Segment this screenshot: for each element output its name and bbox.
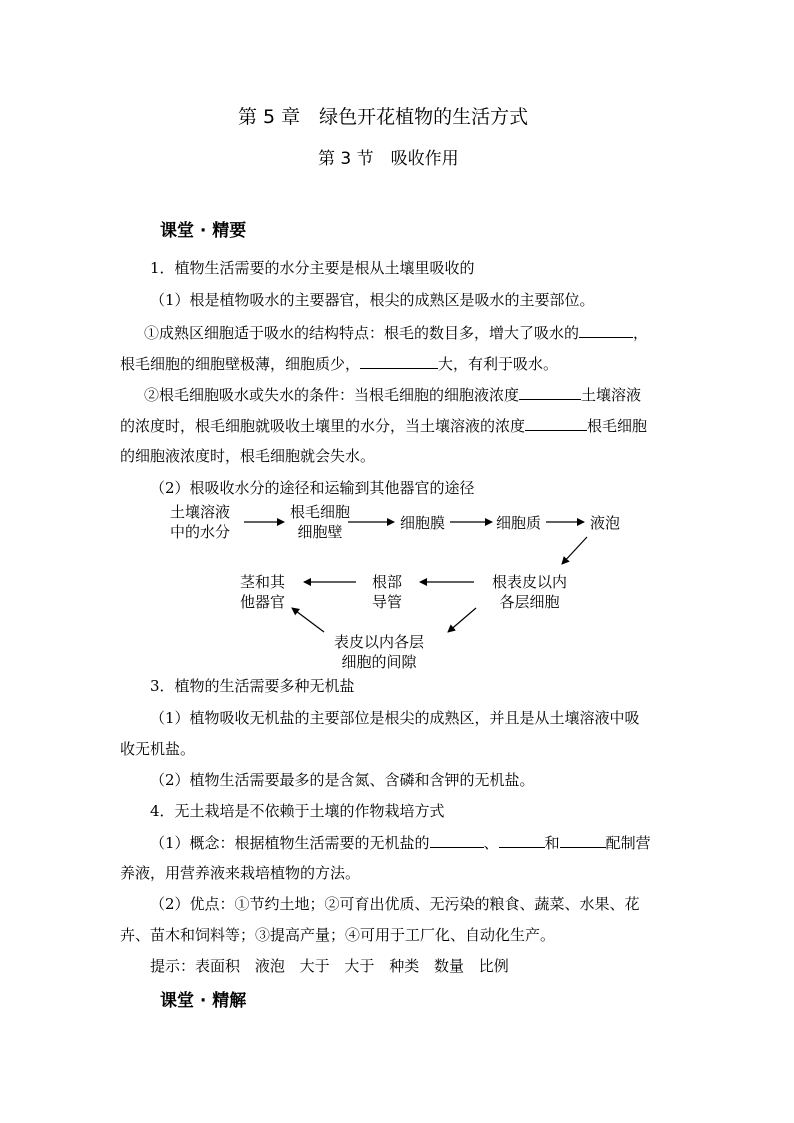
text: （1）概念：根据植物生活需要的无机盐的	[150, 834, 430, 852]
point-3-1-line2: 收无机盐。	[120, 740, 196, 758]
line: 茎和其	[240, 573, 286, 591]
text: ②根毛细胞吸水或失水的条件：当根毛细胞的细胞液浓度	[144, 386, 520, 404]
flow-node-root-vessel	[372, 572, 402, 612]
point-4-1-line2: 养液，用营养液来栽培植物的方法。	[120, 864, 361, 882]
hint-answer: 数量	[434, 957, 465, 975]
line: 根毛细胞	[290, 503, 351, 521]
line: 细胞壁	[297, 523, 343, 541]
point-1: 1．植物生活需要的水分主要是根从土壤里吸收的	[150, 259, 475, 277]
flow-node-soil-water	[170, 502, 230, 542]
flow-node-inner-cells	[492, 572, 567, 612]
point-3-1-line1: （1）植物吸收无机盐的主要部位是根尖的成熟区，并且是从土壤溶液中吸	[150, 709, 640, 727]
line: 根部	[372, 573, 403, 591]
hint-label: 提示：	[150, 957, 196, 975]
flow-node-root-hair-wall	[290, 502, 350, 542]
point-1-2: （2）根吸收水分的途径和运输到其他器官的途径	[150, 479, 475, 497]
flow-node-vacuole: 液泡	[590, 514, 621, 532]
text: ①成熟区细胞适于吸水的结构特点：根毛的数目多，增大了吸水的	[144, 324, 580, 342]
text: 根毛细胞的细胞壁极薄，细胞质少，	[120, 355, 361, 373]
text: 的浓度时，根毛细胞就吸收土壤里的水分，当土壤溶液的浓度	[120, 417, 526, 435]
flow-node-cell-membrane: 细胞膜	[400, 514, 446, 532]
blank-6	[499, 832, 545, 848]
line: 根表皮以内	[492, 573, 568, 591]
point-3: 3．植物的生活需要多种无机盐	[150, 677, 355, 695]
point-4-2-line2: 卉、苗木和饲料等；③提高产量；④可用于工厂化、自动化生产。	[120, 926, 556, 944]
text: 大，有利于吸水。	[438, 355, 559, 373]
section-title: 第 3 节 吸收作用	[318, 149, 459, 169]
flow-node-stem-organs	[240, 572, 285, 612]
text: 和	[544, 834, 560, 852]
section-heading-essentials: 课堂 · 精要	[160, 221, 247, 241]
hint-answer: 种类	[389, 957, 420, 975]
point-1-1: （1）根是植物吸水的主要器官，根尖的成熟区是吸水的主要部位。	[150, 291, 595, 309]
blank-7	[560, 832, 606, 848]
flow-node-intercellular-space	[334, 632, 424, 672]
section-heading-explanation: 课堂 · 精解	[160, 991, 247, 1011]
hint-answer: 大于	[344, 957, 375, 975]
flow-node-cytoplasm: 细胞质	[496, 514, 542, 532]
line: 细胞的间隙	[341, 653, 417, 671]
line: 中的水分	[170, 523, 231, 541]
point-3-2: （2）植物生活需要最多的是含氮、含磷和含钾的无机盐。	[150, 771, 535, 789]
blank-5	[430, 832, 484, 848]
line: 土壤溶液	[170, 503, 231, 521]
line: 各层细胞	[499, 593, 560, 611]
hint-answer: 大于	[299, 957, 330, 975]
text: 、	[483, 834, 499, 852]
line: 导管	[372, 593, 403, 611]
hint-answer: 液泡	[254, 957, 285, 975]
chapter-title: 第 5 章 绿色开花植物的生活方式	[238, 106, 529, 128]
text: 根毛细胞	[587, 417, 648, 435]
hint-line	[150, 956, 509, 976]
line: 他器官	[240, 593, 286, 611]
point-4-2-line1: （2）优点：①节约土地；②可育出优质、无污染的粮食、蔬菜、水果、花	[150, 895, 640, 913]
point-4-1-line1	[150, 832, 651, 853]
arrow-8	[448, 608, 476, 632]
line: 表皮以内各层	[334, 633, 425, 651]
hint-answer: 比例	[478, 957, 509, 975]
point-1-1-e: 的细胞液浓度时，根毛细胞就会失水。	[120, 447, 376, 465]
arrow-5	[562, 537, 587, 564]
text: 配制营	[605, 834, 651, 852]
point-4: 4．无土栽培是不依赖于土壤的作物栽培方式	[150, 802, 445, 820]
arrow-9	[292, 608, 324, 632]
text: ，	[633, 324, 649, 342]
text: 土壤溶液	[581, 386, 642, 404]
hint-answer: 表面积	[195, 957, 241, 975]
